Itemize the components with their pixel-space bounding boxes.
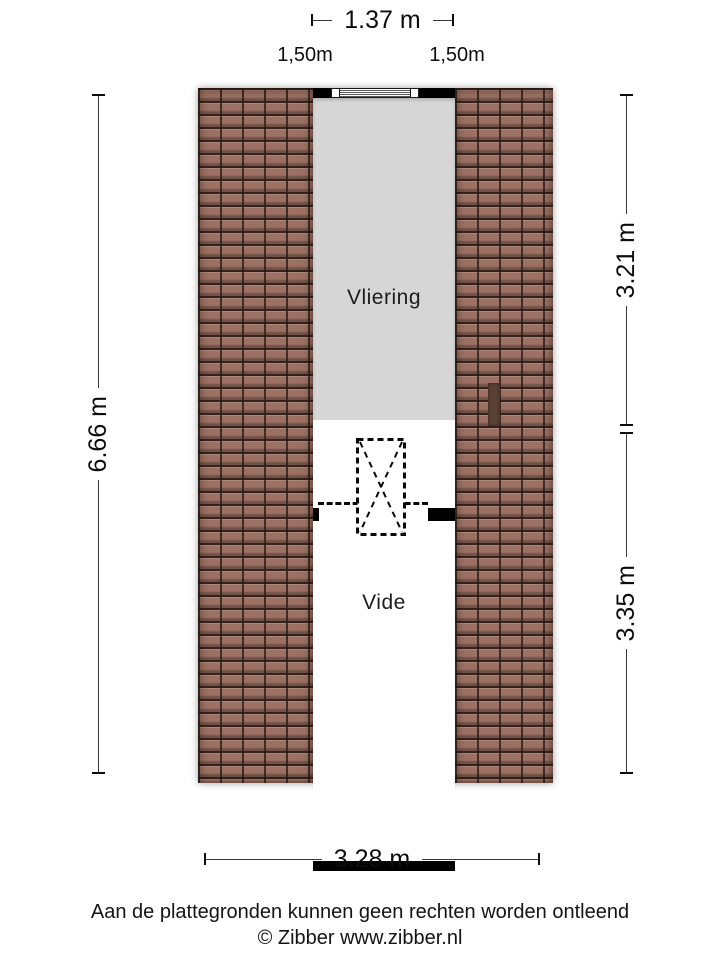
room-vliering bbox=[313, 98, 455, 420]
roof-tiles-right bbox=[455, 88, 553, 783]
dimension-line bbox=[626, 434, 627, 557]
dimension-line bbox=[626, 306, 627, 424]
floorplan bbox=[198, 88, 553, 783]
dimension-line bbox=[98, 480, 99, 772]
top-wall bbox=[313, 88, 455, 98]
dimension-tick bbox=[452, 14, 454, 26]
wall-stub-left bbox=[313, 508, 319, 521]
window-glazing bbox=[339, 89, 411, 97]
dimension-line bbox=[626, 96, 627, 214]
dimension-line bbox=[433, 20, 452, 21]
room-label-vide: Vide bbox=[362, 591, 406, 614]
dimension-line bbox=[206, 859, 322, 860]
dimension-tick bbox=[92, 772, 105, 774]
headroom-label-left: 1,50m bbox=[277, 44, 333, 66]
dimension-line bbox=[422, 859, 538, 860]
vide-opening-marker bbox=[356, 438, 406, 536]
dimension-line bbox=[313, 20, 332, 21]
dimension-tick bbox=[620, 424, 633, 426]
dimension-bottom bbox=[204, 844, 540, 873]
chimney bbox=[488, 383, 500, 426]
footer-copyright: © Zibber www.zibber.nl bbox=[257, 927, 463, 949]
dimension-line bbox=[626, 649, 627, 772]
dimension-bottom-value: 3.28 m bbox=[333, 844, 411, 873]
dimension-right-lower-value: 3.35 m bbox=[611, 564, 640, 642]
dimension-right-upper-value: 3.21 m bbox=[611, 221, 640, 299]
roof-tiles-left bbox=[198, 88, 313, 783]
dimension-right-lower bbox=[611, 432, 640, 774]
footer bbox=[0, 899, 720, 951]
dimension-line bbox=[98, 96, 99, 388]
dimension-tick bbox=[538, 853, 540, 865]
room-vide bbox=[313, 521, 455, 861]
room-label-vliering: Vliering bbox=[346, 286, 422, 309]
dimension-left bbox=[83, 94, 112, 774]
dimension-tick bbox=[620, 772, 633, 774]
dimension-left-value: 6.66 m bbox=[83, 395, 112, 473]
headroom-label-right: 1,50m bbox=[429, 44, 485, 66]
dimension-top bbox=[311, 5, 454, 34]
roof-window bbox=[331, 88, 419, 98]
dimension-right-upper bbox=[611, 94, 640, 426]
wall-stub-right bbox=[428, 508, 455, 521]
footer-disclaimer: Aan de plattegronden kunnen geen rechten worden ontleend bbox=[90, 901, 630, 923]
dimension-top-value: 1.37 m bbox=[344, 5, 421, 34]
